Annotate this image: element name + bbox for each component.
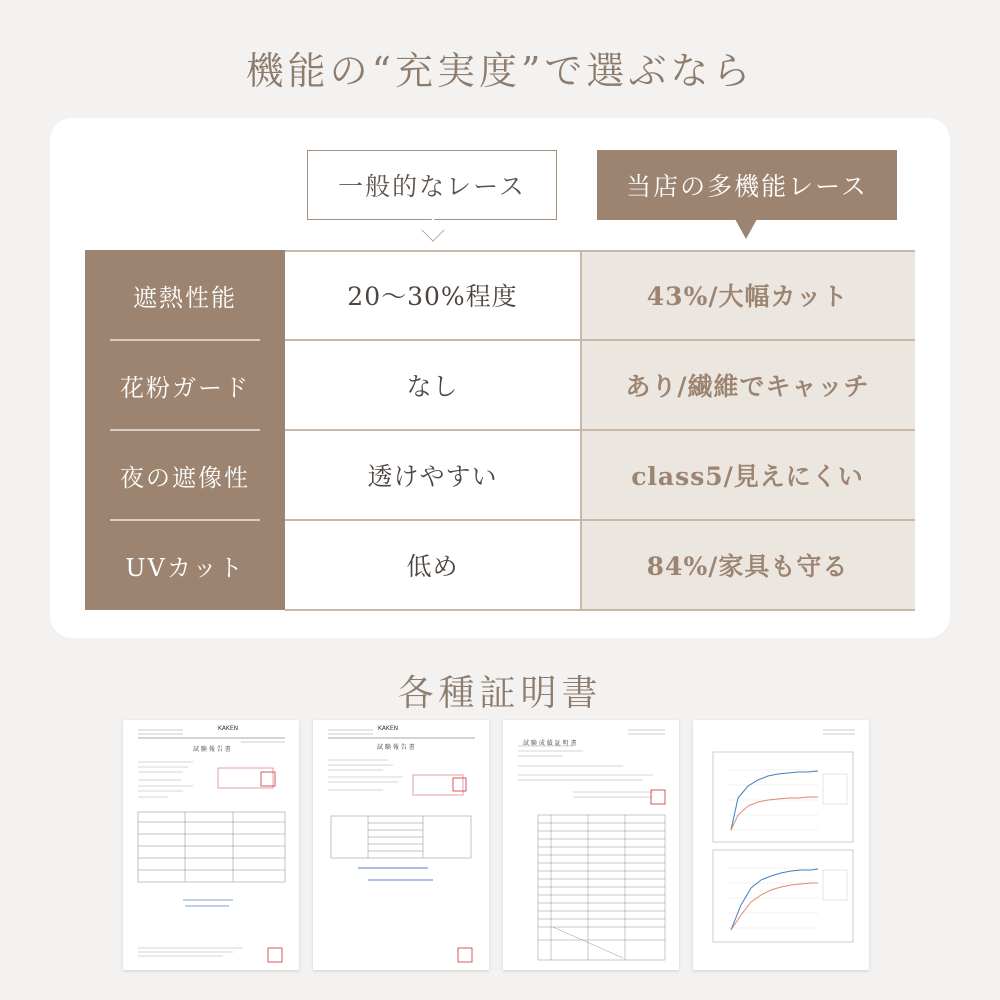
general-value-heat: 20〜30%程度	[347, 282, 518, 311]
certificate-3-heading: 試 験 成 績 証 明 書	[523, 740, 577, 747]
row-divider	[285, 519, 915, 521]
row-label-pollen: 花粉ガード	[120, 373, 250, 402]
our-lace-header: 当店の多機能レース	[597, 150, 897, 220]
row-divider	[285, 339, 915, 341]
comparison-table	[85, 250, 915, 610]
certificate-2-heading: 試 験 報 告 書	[377, 744, 415, 751]
certificate-1-brand: KAKEN	[218, 725, 239, 732]
column-divider	[580, 250, 582, 610]
ours-value-privacy: class5/見えにくい	[631, 462, 864, 491]
row-divider	[285, 429, 915, 431]
general-lace-header: 一般的なレース	[307, 150, 557, 220]
label-column	[85, 250, 285, 610]
ours-value-uv: 84%/家具も守る	[646, 552, 849, 581]
page-title: 機能の“充実度”で選ぶなら	[245, 49, 755, 93]
general-value-privacy: 透けやすい	[367, 462, 498, 491]
certificate-1-drawing	[123, 720, 299, 970]
certificate-1-heading: 試 験 報 告 書	[193, 746, 231, 753]
certificate-image-4	[693, 720, 869, 970]
table-bottom-border	[285, 609, 915, 611]
general-value-pollen: なし	[406, 372, 459, 401]
certificate-image-1	[123, 720, 299, 970]
certificate-2-brand: KAKEN	[378, 725, 399, 732]
certificate-image-2	[313, 720, 489, 970]
ours-value-heat: 43%/大幅カット	[646, 282, 849, 311]
ours-header-pointer	[735, 219, 757, 239]
table-top-border	[285, 250, 915, 252]
certificates-title: 各種証明書	[397, 673, 603, 714]
row-label-heat: 遮熱性能	[133, 283, 237, 312]
ours-value-pollen: あり/繊維でキャッチ	[625, 372, 870, 401]
certificate-4-drawing	[693, 720, 869, 970]
row-label-privacy: 夜の遮像性	[120, 463, 250, 492]
certificate-2-drawing	[313, 720, 489, 970]
certificate-image-3	[503, 720, 679, 970]
certificate-3-drawing	[503, 720, 679, 970]
row-label-uv: UVカット	[125, 553, 245, 582]
general-value-uv: 低め	[406, 552, 459, 581]
